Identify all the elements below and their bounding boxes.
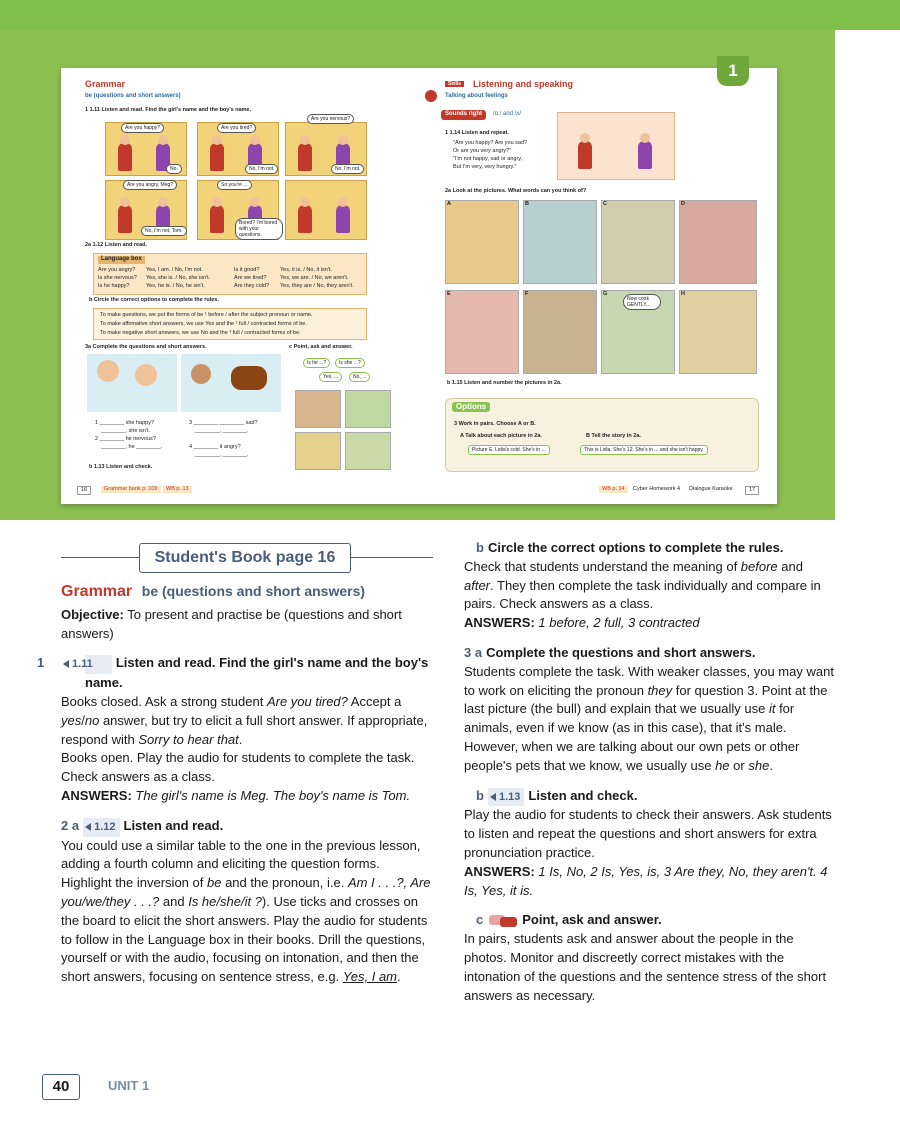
- pic-letter: B: [525, 201, 529, 207]
- ex3b-heading: b 1.13 Listen and check.: [464, 787, 836, 807]
- heart-icon: [425, 90, 437, 102]
- comic-panel-6: [285, 180, 367, 240]
- photo-2: [345, 390, 391, 428]
- comic-bubble: No.: [166, 164, 182, 174]
- ex1-text: Books closed. Ask a strong student Are you tired? Accept a yes/no answer, but try to elicit a full short answer. If appropriate, respond with Sorry to hear that.: [61, 693, 428, 747]
- comic-bubble: So you're ...: [217, 180, 252, 190]
- option-a-chip: Picture E. Lidia's cold. She's in ...: [468, 445, 550, 455]
- ex1-answers: ANSWERS: The girl's name is Meg. The boy's name is Tom.: [61, 787, 411, 803]
- rule-line: To make questions, we put the forms of be ¹ before / after the subject pronoun or name.: [100, 312, 313, 318]
- thumb-ex3b: b 1.13 Listen and check.: [89, 464, 153, 470]
- thumb-options-box: [445, 398, 759, 472]
- thumb-footer-link: Grammar bank p. 109: [101, 486, 161, 493]
- ex1-heading: 1 1.11 Listen and read. Find the girl's name and the boy's name.: [37, 655, 429, 691]
- thumb-rules-box: [93, 308, 367, 340]
- book-spread-thumbnail: [61, 61, 777, 504]
- lb-cell: Are you angry?: [98, 267, 136, 273]
- rhyme-line: But I'm very, very hungry.": [453, 164, 517, 170]
- comic-bubble: Are you happy?: [121, 123, 164, 133]
- pic-bubble: Now cook GENTLY...: [623, 294, 661, 310]
- q-line: 2 ________ he nervous?: [95, 436, 156, 442]
- thumb-ex3a: 3a Complete the questions and short answers.: [85, 344, 207, 350]
- ex2-heading: 2 a 1.12 Listen and read.: [61, 817, 431, 837]
- story-picture: [679, 200, 757, 284]
- lb-cell: Are we tired?: [234, 275, 267, 281]
- unit-label: UNIT 1: [108, 1078, 150, 1093]
- story-picture: [679, 290, 757, 374]
- thumb-sounds: /ɑː/ and /ʌ/: [493, 111, 522, 117]
- thumb-skills-tag: Skills: [445, 81, 464, 87]
- thumb-footer-link: WB p. 13: [163, 486, 192, 493]
- ex2b-text: Check that students understand the meaning of before and after. They then complete the task individually and compare in pairs. Check answers as a class.: [464, 558, 821, 612]
- option-b: B Tell the story in 2a.: [586, 433, 641, 439]
- thumb-sounds-right: Sounds right: [441, 110, 486, 120]
- story-picture: [445, 200, 519, 284]
- ex3a-heading: 3 a Complete the questions and short answers.: [464, 644, 756, 660]
- section-label: Student's Book page 16: [139, 543, 351, 573]
- ex2b-heading: b Circle the correct options to complete the rules.: [476, 540, 784, 555]
- audio-1-11[interactable]: 1.11: [85, 655, 112, 674]
- lb-cell: Yes, they are / No, they aren't.: [280, 283, 354, 289]
- thumb-rhyme-illustration: [557, 112, 675, 180]
- rule-line: To make affirmative short answers, we use Yes and the ² full / contracted forms of be.: [100, 321, 307, 327]
- page-number: 40: [42, 1074, 80, 1100]
- thumb-grammar-sub: be (questions and short answers): [85, 93, 181, 99]
- story-picture: [601, 200, 675, 284]
- photo-4: [345, 432, 391, 470]
- thumb-r-ex2b: b 1.15 Listen and number the pictures in 2a.: [447, 380, 562, 386]
- comic-bubble: Are you nervous?: [307, 114, 354, 124]
- right-column: [464, 539, 836, 1005]
- audio-1-12[interactable]: 1.12: [83, 818, 119, 837]
- thumb-left-page-number: 16: [77, 486, 91, 495]
- pic-letter: H: [681, 291, 685, 297]
- left-column: [37, 582, 431, 987]
- lb-cell: Is it good?: [234, 267, 260, 273]
- option-b-chip: This is Lidia. She's 12. She's in ... and she isn't happy.: [580, 445, 708, 455]
- ex3c-text: In pairs, students ask and answer about the people in the photos. Monitor and discreetly correct mistakes with the intonation of the questions and the sentence stress of the short answers as necessary.: [464, 931, 827, 1003]
- comic-bubble: Are you angry, Meg?: [123, 180, 177, 190]
- comic-bubble: No, I'm not.: [331, 164, 364, 174]
- q-line: ________, ________.: [195, 428, 249, 434]
- comic-bubble: Bored? I'm bored with your questions.: [235, 218, 283, 240]
- ex3b-text: Play the audio for students to check their answers. Ask students to listen and repeat the questions and short answers for extra pronunciation practice.: [464, 807, 832, 860]
- comic-bubble: No, I'm not, Tom.: [141, 226, 187, 236]
- ex1-text-2: Books open. Play the audio for students to complete the task. Check answers as a class.: [61, 750, 415, 785]
- thumb-language-box: [93, 253, 367, 295]
- thumb-ex3c: c Point, ask and answer.: [289, 344, 353, 350]
- story-picture: [523, 200, 597, 284]
- objective: Objective: To present and practise be (questions and short answers): [61, 606, 402, 641]
- thumb-listening-heading: Listening and speaking: [473, 79, 574, 89]
- c-bubble: Is he ...?: [303, 358, 330, 368]
- pic-letter: E: [447, 291, 451, 297]
- thumb-ex2a: 2a 1.12 Listen and read.: [85, 242, 148, 248]
- lb-cell: Yes, she is. / No, she isn't.: [146, 275, 211, 281]
- pic-letter: D: [681, 201, 685, 207]
- thumb-ex1: 1 1.11 Listen and read. Find the girl's name and the boy's name.: [85, 107, 252, 113]
- grammar-title: Grammar: [61, 583, 133, 600]
- thumb-3a-illustration-left: [87, 354, 177, 412]
- thumb-ex2b: b Circle the correct options to complete the rules.: [89, 297, 219, 303]
- options-title: Options: [452, 402, 490, 412]
- unit-tab: 1: [717, 56, 749, 86]
- thumb-listening-sub: Talking about feelings: [445, 93, 508, 99]
- top-green-band: [0, 0, 900, 30]
- options-ex3: 3 Work in pairs. Choose A or B.: [454, 421, 536, 427]
- ex2b-answers: ANSWERS: 1 before, 2 full, 3 contracted: [464, 615, 700, 631]
- thumb-footer-link: Dialogue Karaoke: [689, 486, 733, 492]
- pic-letter: G: [603, 291, 608, 297]
- audio-1-13[interactable]: 1.13: [488, 788, 524, 807]
- option-a: A Talk about each picture in 2a.: [460, 433, 542, 439]
- q-line: ________, she isn't.: [101, 428, 151, 434]
- rhyme-line: "I'm not happy, sad or angry,: [453, 156, 523, 162]
- ex3a-text: Students complete the task. With weaker classes, you may want to work on eliciting the pronoun they for question 3. Point at the last picture (the bull) and explain that we usually use it for animals, even if we know (as in this case), that it's male. However, when we are talking about our own pets or other people's pets that we know, we usually use he or she.: [464, 663, 834, 773]
- thumb-footer-link: WB p. 14: [599, 486, 628, 493]
- thumb-r-ex1: 1 1.14 Listen and repeat.: [445, 130, 509, 136]
- q-line: 3 ________ ________ sad?: [189, 420, 258, 426]
- language-box-title: Language box: [98, 256, 145, 264]
- ex3b-answers: ANSWERS: 1 Is, No, 2 Is, Yes, is, 3 Are they, No, they aren't. 4 Is, Yes, it is.: [464, 863, 828, 898]
- pic-letter: C: [603, 201, 607, 207]
- c-bubble: No, ...: [349, 372, 370, 382]
- pic-letter: A: [447, 201, 451, 207]
- lb-cell: Are they cold?: [234, 283, 270, 289]
- thumb-grammar-heading: Grammar: [85, 79, 126, 89]
- q-line: ________, ________.: [195, 452, 249, 458]
- ex2-text: You could use a similar table to the one in the previous lesson, adding a fourth column and eliciting the question forms. Highlight the inversion of be and the pronoun, i.e. Am I . . .?, Are you/we/they . . .? and Is he/she/it ?). Use ticks and crosses on the board to elicit the short answers. Play the audio for students to follow in the Language box in their books. Drill the questions, yourself or with the audio, focusing on intonation, and then the short answers, focusing on sentence stress, e.g. Yes, I am.: [61, 837, 431, 985]
- lb-cell: Yes, it is. / No, it isn't.: [280, 267, 332, 273]
- q-line: 1 ________ she happy?: [95, 420, 155, 426]
- photo-1: [295, 390, 341, 428]
- thumb-r-ex2a: 2a Look at the pictures. What words can you think of?: [445, 188, 587, 194]
- lb-cell: Yes, I am. / No, I'm not.: [146, 267, 203, 273]
- ex3c-heading: c Point, ask and answer.: [476, 912, 662, 928]
- lb-cell: Is he happy?: [98, 283, 130, 289]
- c-bubble: Is she ...?: [335, 358, 365, 368]
- rhyme-line: "Are you happy? Are you sad?: [453, 140, 528, 146]
- rhyme-line: Or are you very angry?": [453, 148, 512, 154]
- q-line: 4 ________ it angry?: [189, 444, 241, 450]
- grammar-subtitle: be (questions and short answers): [141, 583, 366, 599]
- comic-bubble: No, I'm not.: [245, 164, 278, 174]
- thumb-right-page-number: 17: [745, 486, 759, 495]
- comic-bubble: Are you tired?: [217, 123, 256, 133]
- thumb-3a-illustration-right: [181, 354, 281, 412]
- q-line: ________, he ________.: [101, 444, 163, 450]
- c-bubble: Yes, ...: [319, 372, 342, 382]
- lb-cell: Yes, he is. / No, he isn't.: [146, 283, 205, 289]
- thumb-footer-link: Cyber Homework 4: [633, 486, 681, 492]
- story-picture: [523, 290, 597, 374]
- photo-3: [295, 432, 341, 470]
- rule-line: To make negative short answers, we use No and the ³ full / contracted forms of be.: [100, 330, 301, 336]
- story-picture: [445, 290, 519, 374]
- pairwork-icon: [489, 914, 519, 928]
- pic-letter: F: [525, 291, 529, 297]
- lb-cell: Is she nervous?: [98, 275, 137, 281]
- lb-cell: Yes, we are. / No, we aren't.: [280, 275, 349, 281]
